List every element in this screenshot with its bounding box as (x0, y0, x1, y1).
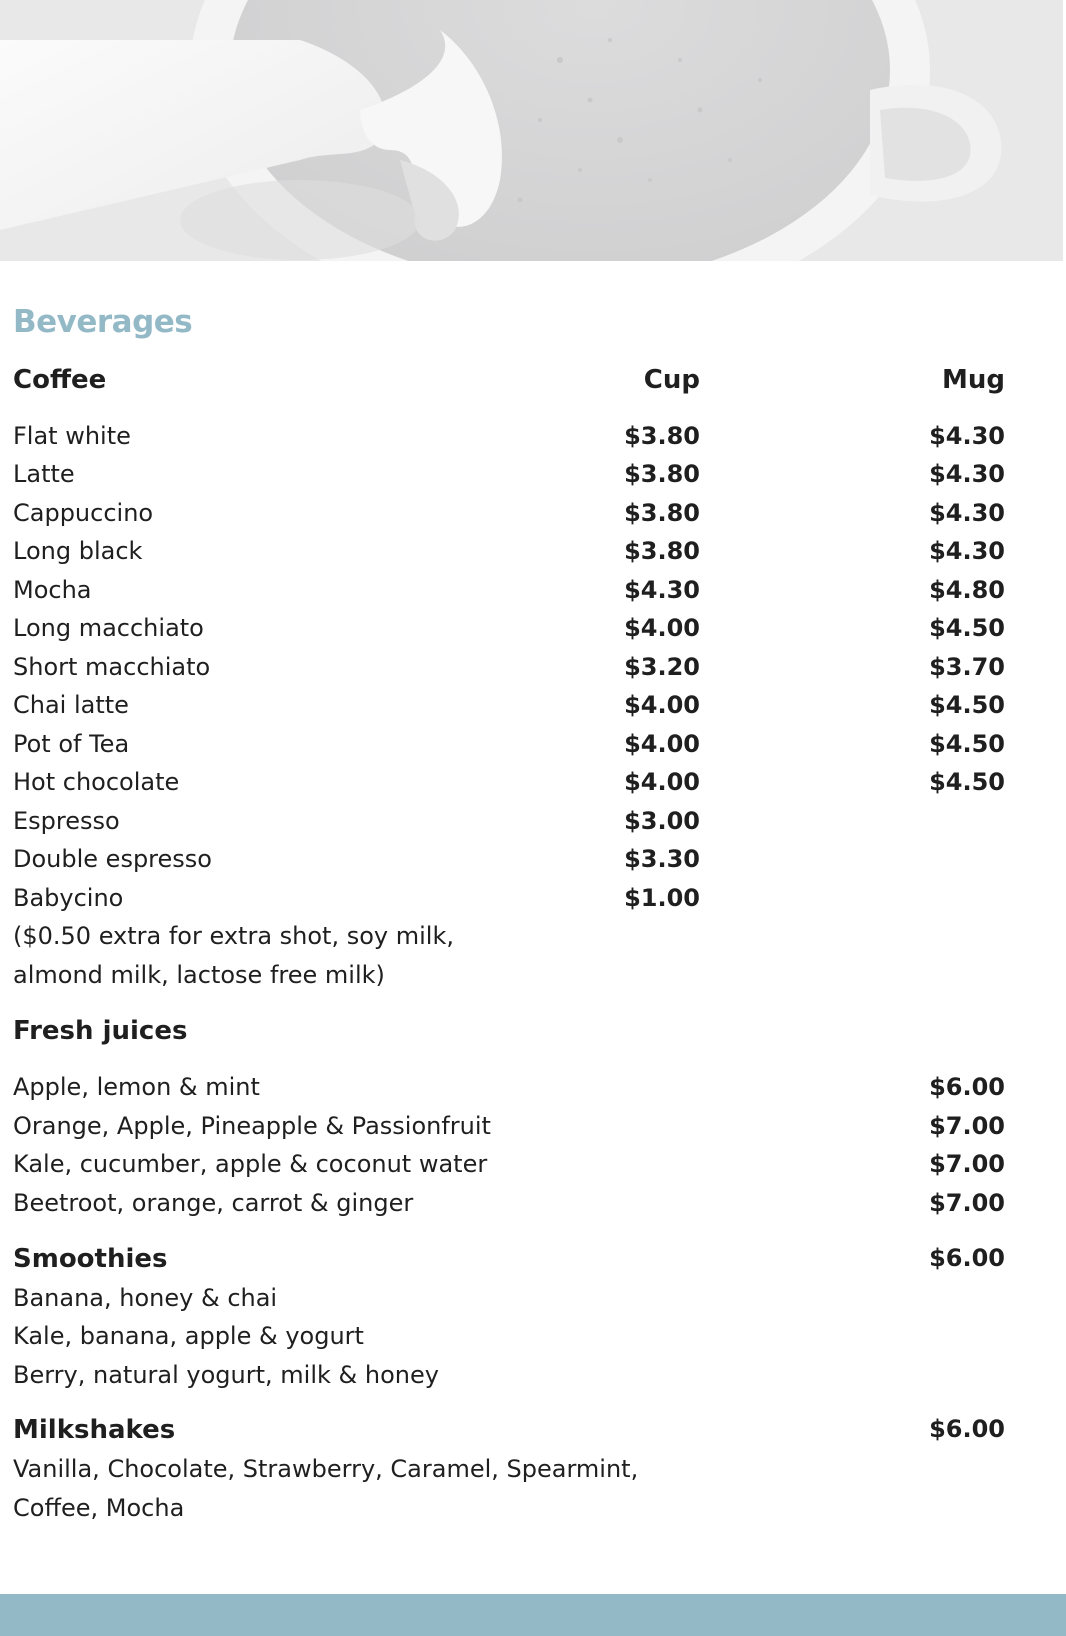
mug-price: $4.80 (929, 576, 1005, 604)
coffee-item-row (13, 537, 1005, 575)
milkshake-flavours-line-1: Vanilla, Chocolate, Strawberry, Caramel, Spearmint, (13, 1455, 639, 1483)
cup-price: $4.00 (624, 768, 700, 796)
cup-price: $4.00 (624, 691, 700, 719)
column-cup-label: Cup (643, 365, 700, 395)
coffee-item-row (13, 730, 1005, 768)
mug-price: $4.50 (929, 768, 1005, 796)
coffee-item-row (13, 614, 1005, 652)
item-price: $7.00 (929, 1112, 1005, 1140)
mug-price: $4.50 (929, 614, 1005, 642)
smoothie-item: Banana, honey & chai (13, 1284, 278, 1312)
item-name: Pot of Tea (13, 730, 130, 758)
coffee-item-row (13, 499, 1005, 537)
cup-price: $4.30 (624, 576, 700, 604)
item-name: Mocha (13, 576, 92, 604)
item-price: $7.00 (929, 1189, 1005, 1217)
item-name: Kale, cucumber, apple & coconut water (13, 1150, 488, 1178)
item-name: Latte (13, 460, 75, 488)
juice-item-row (13, 1150, 1005, 1188)
juice-item-row (13, 1073, 1005, 1111)
smoothies-price: $6.00 (929, 1244, 1005, 1272)
coffee-item-row (13, 691, 1005, 729)
item-name: Long macchiato (13, 614, 204, 642)
item-name: Beetroot, orange, carrot & ginger (13, 1189, 414, 1217)
juice-item-row (13, 1112, 1005, 1150)
milkshake-flavours-line-2: Coffee, Mocha (13, 1494, 185, 1522)
milkshakes-header-row (13, 1415, 1005, 1453)
cup-price: $4.00 (624, 614, 700, 642)
item-name: Orange, Apple, Pineapple & Passionfruit (13, 1112, 491, 1140)
item-name: Espresso (13, 807, 120, 835)
mug-price: $4.30 (929, 537, 1005, 565)
juices-heading: Fresh juices (13, 1016, 188, 1046)
coffee-item-row (13, 768, 1005, 806)
item-name: Apple, lemon & mint (13, 1073, 260, 1101)
milkshakes-heading: Milkshakes (13, 1415, 176, 1445)
coffee-item-row (13, 884, 1005, 922)
mug-price: $3.70 (929, 653, 1005, 681)
mug-price: $4.50 (929, 730, 1005, 758)
cup-price: $3.30 (624, 845, 700, 873)
coffee-item-row (13, 845, 1005, 883)
footer-bar (0, 1594, 1066, 1636)
item-name: Chai latte (13, 691, 129, 719)
cup-price: $3.00 (624, 807, 700, 835)
item-price: $7.00 (929, 1150, 1005, 1178)
cup-price: $1.00 (624, 884, 700, 912)
coffee-item-row (13, 653, 1005, 691)
coffee-item-row (13, 576, 1005, 614)
hero-image (0, 0, 1063, 261)
item-name: Babycino (13, 884, 124, 912)
mug-price: $4.50 (929, 691, 1005, 719)
coffee-header-row (13, 365, 1005, 403)
mug-price: $4.30 (929, 460, 1005, 488)
item-name: Hot chocolate (13, 768, 180, 796)
mug-price: $4.30 (929, 499, 1005, 527)
smoothies-header-row (13, 1244, 1005, 1282)
column-mug-label: Mug (942, 365, 1005, 395)
smoothie-item: Kale, banana, apple & yogurt (13, 1322, 364, 1350)
milkshakes-price: $6.00 (929, 1415, 1005, 1443)
page-title: Beverages (13, 304, 193, 340)
coffee-item-row (13, 460, 1005, 498)
juice-item-row (13, 1189, 1005, 1227)
item-price: $6.00 (929, 1073, 1005, 1101)
coffee-heading: Coffee (13, 365, 107, 395)
smoothie-item: Berry, natural yogurt, milk & honey (13, 1361, 439, 1389)
cup-price: $3.80 (624, 499, 700, 527)
mug-price: $4.30 (929, 422, 1005, 450)
cup-price: $4.00 (624, 730, 700, 758)
coffee-item-row (13, 422, 1005, 460)
item-name: Short macchiato (13, 653, 211, 681)
item-name: Long black (13, 537, 143, 565)
coffee-item-row (13, 807, 1005, 845)
cup-price: $3.80 (624, 422, 700, 450)
cup-price: $3.20 (624, 653, 700, 681)
item-name: Cappuccino (13, 499, 154, 527)
juices-header-row (13, 1016, 1005, 1054)
smoothies-heading: Smoothies (13, 1244, 168, 1274)
item-name: Flat white (13, 422, 131, 450)
coffee-extras-note-line-2: almond milk, lactose free milk) (13, 961, 385, 989)
item-name: Double espresso (13, 845, 212, 873)
coffee-pour-illustration (0, 0, 1063, 261)
cup-price: $3.80 (624, 537, 700, 565)
cup-price: $3.80 (624, 460, 700, 488)
coffee-extras-note-line-1: ($0.50 extra for extra shot, soy milk, (13, 922, 454, 950)
